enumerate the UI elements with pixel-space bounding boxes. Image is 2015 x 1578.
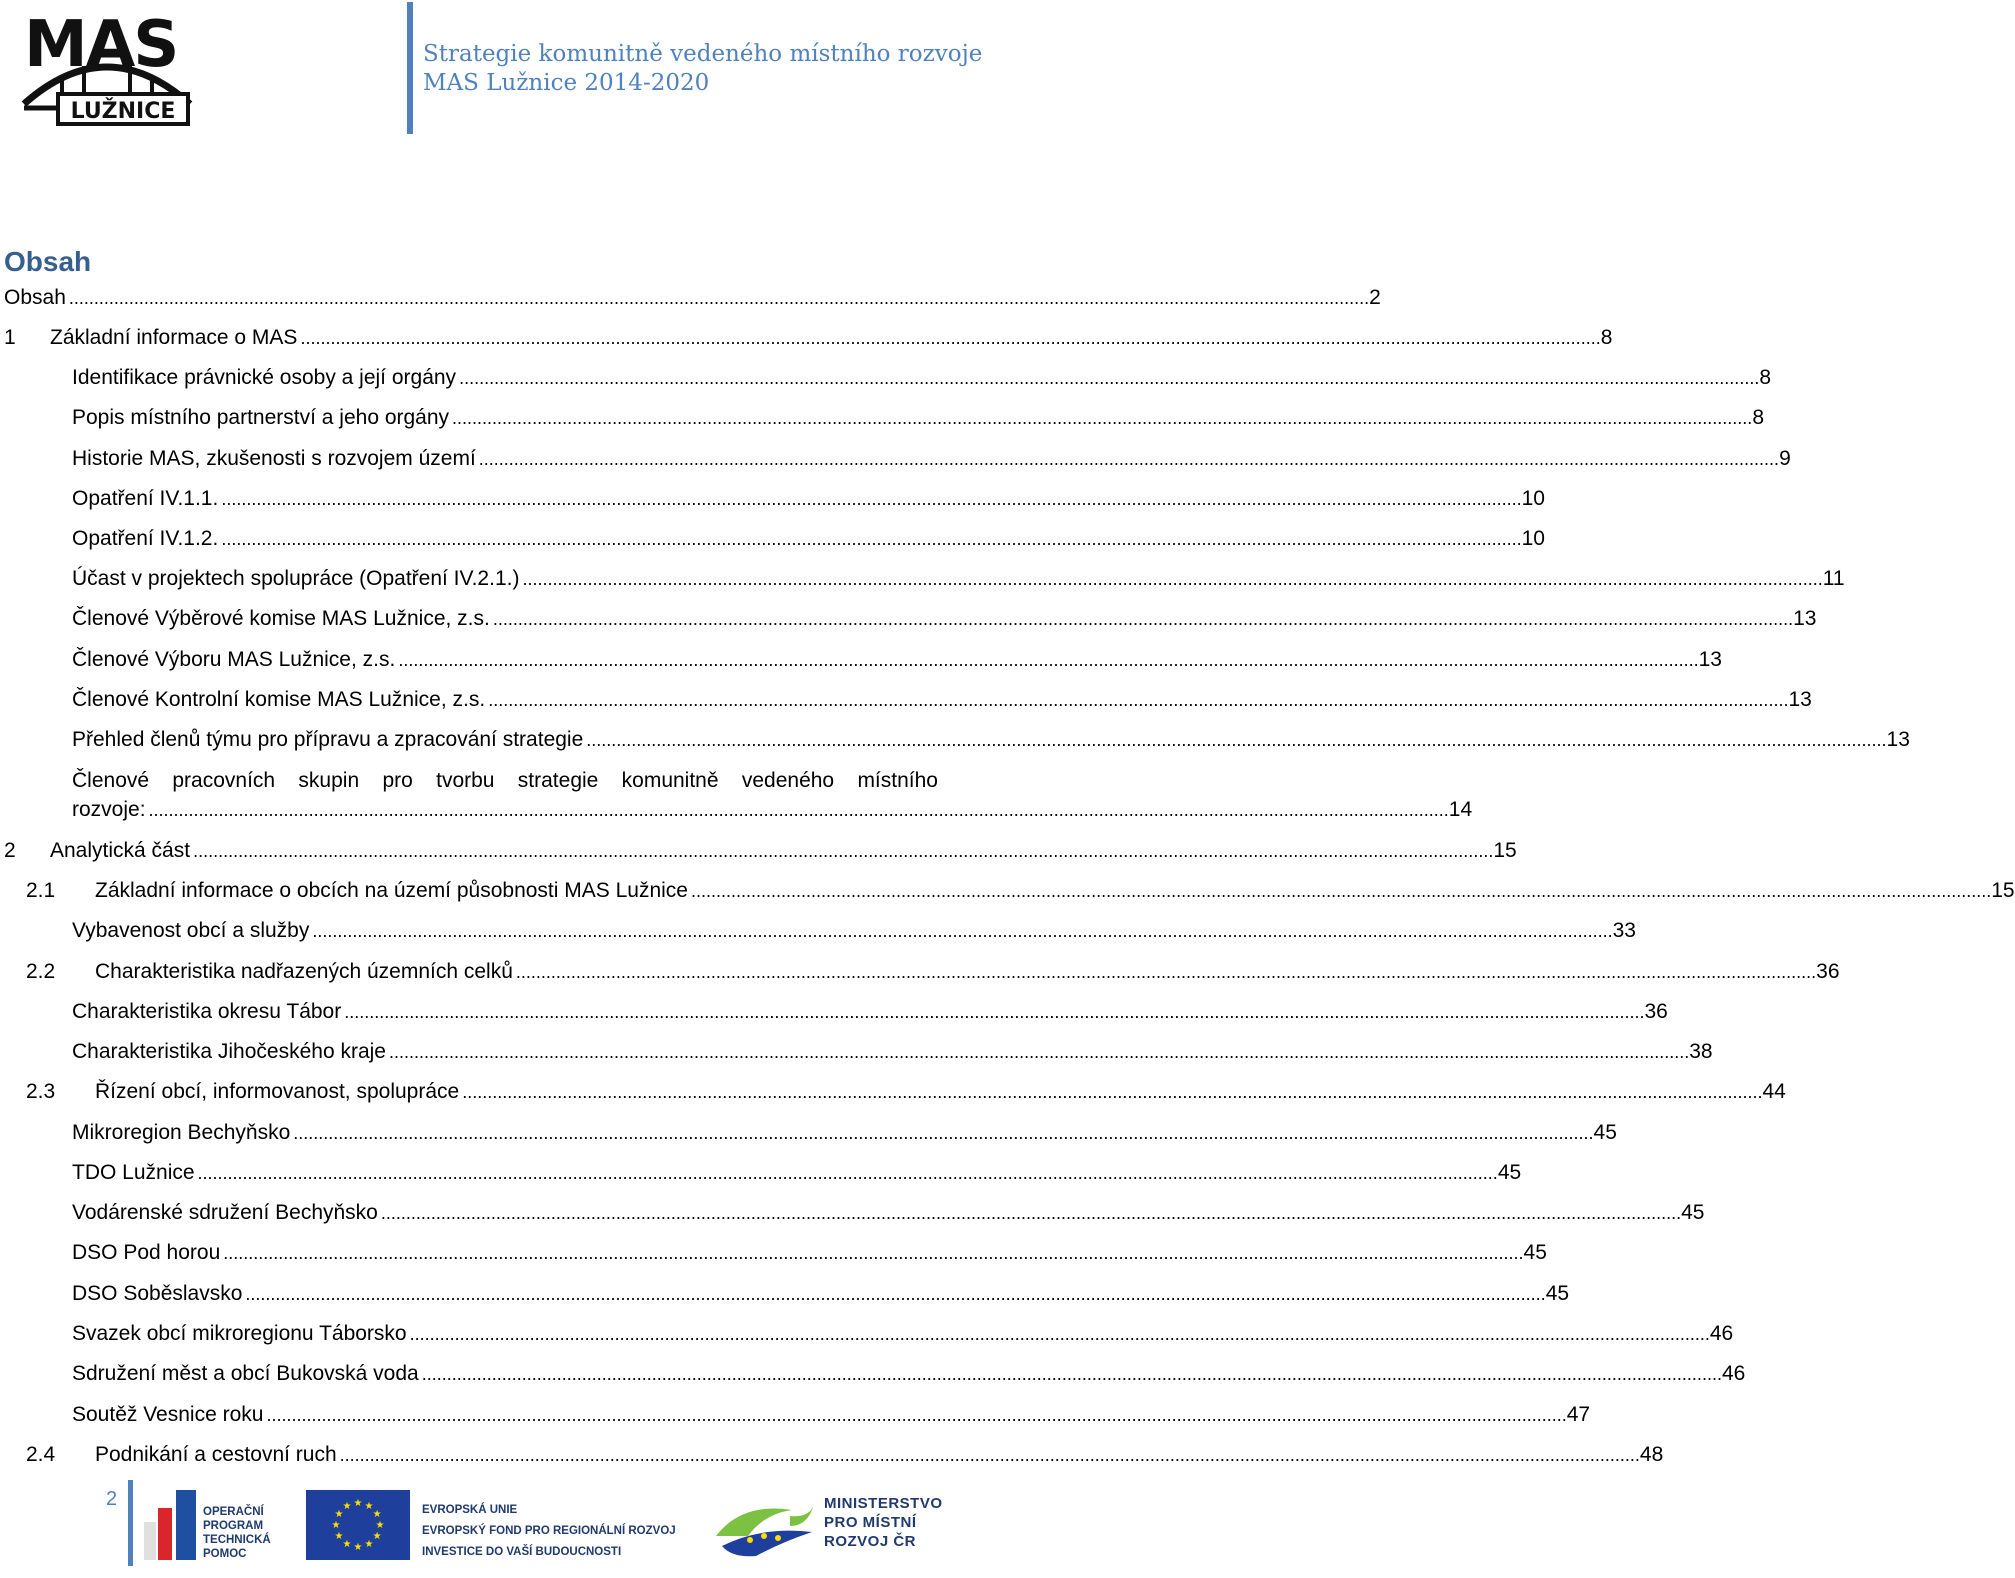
toc-entry[interactable] [72,1281,1570,1307]
toc-entry[interactable] [72,727,1910,753]
eu-line: EVROPSKÝ FOND PRO REGIONÁLNÍ ROZVOJ [422,1525,676,1537]
toc-entry-title: rozvoje: [72,798,146,821]
toc-leader-dots: .................................................................................................................................................................................................................................................................... [339,1445,1640,1465]
toc-entry-title: Členové Výběrové komise MAS Lužnice, z.s. [72,607,490,630]
mmr-line: ROZVOJ ČR [824,1533,917,1550]
toc-leader-dots: .................................................................................................................................................................................................................................................................... [344,1002,1645,1022]
toc-entry-number: 1 [4,326,16,349]
toc-entry-page: 10 [1521,487,1545,510]
toc-entry[interactable] [4,285,1381,311]
toc-entry[interactable] [72,1160,1522,1186]
optp-line: TECHNICKÁ [203,1534,271,1546]
toc-entry-page: 45 [1593,1121,1617,1144]
toc-leader-dots: .................................................................................................................................................................................................................................................................... [221,529,1522,549]
toc-entry-number: 2.1 [26,879,56,902]
toc-entry[interactable] [72,1321,1734,1347]
toc-entry[interactable] [72,606,1817,632]
toc-entry-title: Popis místního partnerství a jeho orgány [72,406,450,429]
toc-entry-title: Vybavenost obcí a služby [72,919,310,942]
mmr-line: MINISTERSTVO [824,1495,943,1512]
toc-entry-page: 36 [1816,960,1840,983]
toc-entry-title: TDO Lužnice [72,1161,195,1184]
toc-leader-dots: .................................................................................................................................................................................................................................................................... [193,841,1494,861]
toc-entry-title: Charakteristika okresu Tábor [72,1000,342,1023]
toc-entry[interactable] [95,1442,1664,1468]
toc-entry-page: 46 [1709,1322,1734,1345]
toc-leader-dots: .................................................................................................................................................................................................................................................................... [312,921,1613,941]
logo-text-top: MAS [24,8,178,82]
toc-entry-number: 2 [4,839,16,862]
toc-entry-page: 10 [1521,527,1545,550]
toc-entry-page: 36 [1644,1000,1668,1023]
toc-leader-dots: .................................................................................................................................................................................................................................................................... [245,1284,1546,1304]
toc-entry-page: 13 [1886,728,1910,751]
mas-luznice-logo [22,8,192,126]
toc-leader-dots: .................................................................................................................................................................................................................................................................... [398,650,1699,670]
eu-star-icon: ★ [372,1509,382,1520]
toc-leader-dots: .................................................................................................................................................................................................................................................................... [197,1163,1498,1183]
optp-line: OPERAČNÍ [203,1506,264,1518]
toc-entry[interactable] [72,647,1722,673]
eu-flag-icon [306,1490,410,1560]
eu-star-icon: ★ [353,1498,363,1509]
toc-entry-title: Řízení obcí, informovanost, spolupráce [95,1080,460,1103]
toc-entry-page: 13 [1788,688,1812,711]
toc-entry[interactable] [50,325,1613,351]
toc-entry-page: 8 [1759,366,1772,389]
mmr-logo-icon [712,1496,818,1560]
footer-divider [128,1480,133,1566]
toc-leader-dots: .................................................................................................................................................................................................................................................................... [459,368,1760,388]
toc-entry-title: DSO Soběslavsko [72,1282,243,1305]
toc-entry[interactable] [72,918,1636,944]
toc-entry-title: Základní informace o obcích na území působnosti MAS Lužnice [95,879,688,902]
toc-entry[interactable] [72,446,1791,472]
toc-word: komunitně [621,769,719,792]
toc-entry-page: 15 [1493,839,1517,862]
toc-entry-title: DSO Pod horou [72,1241,221,1264]
eu-star-icon: ★ [334,1531,344,1542]
toc-entry[interactable] [95,1079,1786,1105]
toc-entry-page: 48 [1639,1443,1664,1466]
toc-leader-dots: .................................................................................................................................................................................................................................................................... [478,449,1780,469]
eu-star-icon: ★ [364,1539,374,1551]
toc-entry-title: Členové Kontrolní komise MAS Lužnice, z.s. [72,688,486,711]
toc-entry-page: 33 [1612,919,1636,942]
toc-entry-number: 2.4 [26,1443,56,1466]
eu-star-icon: ★ [372,1531,382,1542]
toc-entry[interactable] [72,1120,1617,1146]
toc-entry-page: 45 [1681,1201,1705,1224]
eu-line: INVESTICE DO VAŠÍ BUDOUCNOSTI [422,1546,622,1558]
document-title-line1: Strategie komunitně vedeného místního rozvoje [423,41,983,67]
toc-entry[interactable] [50,838,1517,864]
toc-entry-title: Sdružení měst a obcí Bukovská voda [72,1362,419,1385]
toc-entry-number: 2.3 [26,1080,56,1103]
toc-entry[interactable] [95,878,2015,904]
toc-entry[interactable] [95,959,1840,985]
eu-star-icon: ★ [342,1539,352,1551]
toc-entry-title: Soutěž Vesnice roku [72,1403,264,1426]
logo-text-bottom: LUŽNICE [70,99,176,124]
toc-entry-title: Účast v projektech spolupráce (Opatření IV.2.1.) [72,567,520,590]
toc-word: tvorbu [436,769,495,792]
toc-entry-page: 9 [1779,447,1791,470]
toc-entry-title: Charakteristika nadřazených územních celků [95,960,513,983]
toc-leader-dots: .................................................................................................................................................................................................................................................................... [148,800,1449,820]
toc-entry-page: 38 [1689,1040,1713,1063]
toc-leader-dots: .................................................................................................................................................................................................................................................................... [300,328,1601,348]
eu-fund-text [422,1500,676,1563]
toc-entry-page: 45 [1497,1161,1522,1184]
toc-word: pro [382,769,413,792]
toc-leader-dots: .................................................................................................................................................................................................................................................................... [221,489,1522,509]
toc-entry-page: 15 [1991,879,2015,902]
toc-entry-page: 13 [1793,607,1817,630]
op-technical-assistance-text [203,1505,271,1561]
toc-entry-page: 47 [1566,1403,1591,1426]
toc-entry-title: Členové Výboru MAS Lužnice, z.s. [72,648,396,671]
toc-entry[interactable] [72,1361,1746,1387]
mmr-line: PRO MÍSTNÍ [824,1514,917,1531]
header-divider [407,2,413,134]
toc-entry[interactable] [72,1039,1713,1065]
toc-entry-title: Historie MAS, zkušenosti s rozvojem území [72,447,476,470]
toc-entry[interactable] [72,365,1772,391]
toc-entry-title: Podnikání a cestovní ruch [95,1443,337,1466]
toc-word: pracovních [172,769,276,792]
toc-leader-dots: .................................................................................................................................................................................................................................................................... [462,1082,1763,1102]
toc-entry-title: Opatření IV.1.1. [72,487,219,510]
toc-leader-dots: .................................................................................................................................................................................................................................................................... [421,1364,1722,1384]
toc-entry-page: 14 [1448,798,1473,821]
toc-word: Členové [72,769,150,792]
document-title-line2: MAS Lužnice 2014-2020 [423,70,710,96]
toc-entry-title: Svazek obcí mikroregionu Táborsko [72,1322,407,1345]
eu-star-icon: ★ [375,1520,385,1531]
page-number: 2 [106,1488,118,1510]
toc-entry[interactable] [72,1240,1547,1266]
toc-leader-dots: .................................................................................................................................................................................................................................................................... [515,962,1817,982]
toc-word: vedeného [741,769,835,792]
toc-leader-dots: .................................................................................................................................................................................................................................................................... [293,1123,1594,1143]
eu-star-icon: ★ [334,1509,344,1520]
toc-entry-page: 44 [1762,1080,1786,1103]
toc-leader-dots: .................................................................................................................................................................................................................................................................... [388,1042,1690,1062]
toc-word: místního [857,769,938,792]
toc-entry[interactable] [72,999,1668,1025]
eu-star-icon: ★ [353,1542,363,1553]
toc-entry-title: Mikroregion Bechyňsko [72,1121,291,1144]
toc-entry-page: 11 [1822,567,1845,590]
toc-entry-title: Vodárenské sdružení Bechyňsko [72,1201,378,1224]
toc-entry-page: 8 [1600,326,1613,349]
toc-entry[interactable] [72,687,1812,713]
toc-entry[interactable] [72,486,1545,512]
toc-entry-title: Opatření IV.1.2. [72,527,219,550]
eu-star-icon: ★ [331,1520,341,1531]
toc-leader-dots: .................................................................................................................................................................................................................................................................... [492,609,1794,629]
toc-leader-dots: .................................................................................................................................................................................................................................................................... [266,1405,1567,1425]
toc-entry-title: Charakteristika Jihočeského kraje [72,1040,386,1063]
toc-word: skupin [298,769,360,792]
eu-star-icon: ★ [342,1500,352,1512]
toc-entry-title: Základní informace o MAS [50,326,298,349]
optp-line: PROGRAM [203,1520,264,1532]
eu-line: EVROPSKÁ UNIE [422,1504,518,1516]
toc-entry[interactable] [72,405,1764,431]
toc-entry[interactable] [72,797,1473,823]
toc-entry-page: 45 [1545,1282,1570,1305]
toc-leader-dots: .................................................................................................................................................................................................................................................................... [68,288,1370,308]
toc-leader-dots: .................................................................................................................................................................................................................................................................... [223,1243,1524,1263]
toc-entry-wrapped-line[interactable] [72,768,938,794]
optp-line: POMOC [203,1548,247,1560]
toc-leader-dots: .................................................................................................................................................................................................................................................................... [586,730,1887,750]
toc-entry[interactable] [72,526,1545,552]
toc-entry-page: 2 [1369,286,1381,309]
eu-star-icon: ★ [364,1500,374,1512]
document-title [423,40,983,98]
toc-leader-dots: .................................................................................................................................................................................................................................................................... [522,569,1823,589]
toc-entry[interactable] [72,566,1845,592]
ministry-text [824,1494,943,1551]
toc-leader-dots: .................................................................................................................................................................................................................................................................... [452,408,1753,428]
toc-entry-page: 8 [1752,406,1764,429]
toc-leader-dots: .................................................................................................................................................................................................................................................................... [380,1203,1682,1223]
toc-leader-dots: .................................................................................................................................................................................................................................................................... [488,690,1789,710]
toc-entry-title: Obsah [4,286,66,309]
toc-leader-dots: .................................................................................................................................................................................................................................................................... [690,881,1992,901]
toc-entry-title: Identifikace právnické osoby a její orgány [72,366,457,389]
toc-entry-page: 13 [1698,648,1722,671]
toc-heading: Obsah [4,246,92,277]
toc-entry-title: Přehled členů týmu pro přípravu a zpracování strategie [72,728,584,751]
toc-entry[interactable] [72,1200,1705,1226]
toc-entry[interactable] [72,1402,1591,1428]
toc-entry-page: 45 [1523,1241,1547,1264]
toc-entry-title: Analytická část [50,839,191,862]
toc-entry-page: 46 [1721,1362,1746,1385]
toc-entry-number: 2.2 [26,960,56,983]
toc-leader-dots: .................................................................................................................................................................................................................................................................... [409,1324,1710,1344]
toc-word: strategie [517,769,599,792]
